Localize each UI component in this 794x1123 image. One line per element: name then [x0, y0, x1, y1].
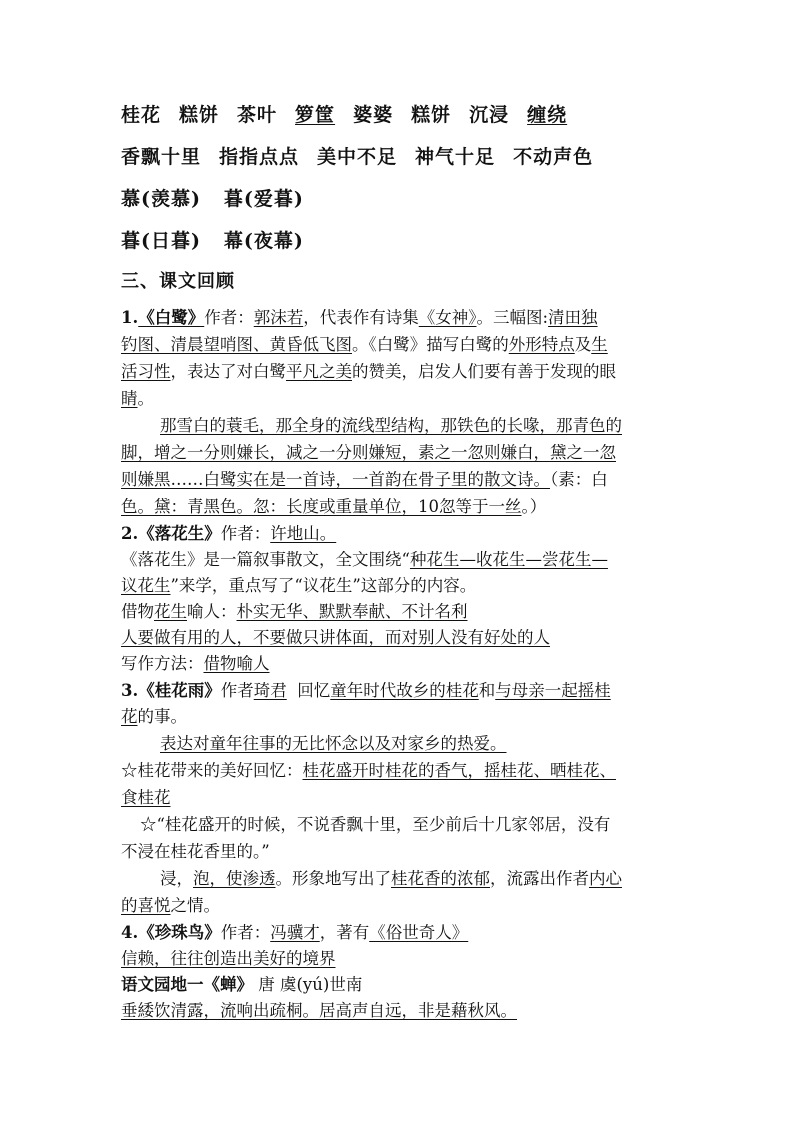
vocab-row-2: [121, 148, 611, 167]
vocab-word: 箩筐: [295, 104, 336, 126]
vocab-word: 糕饼: [179, 104, 220, 126]
bailu-quote-2: 脚，增之一分则嫌长，减之一分则嫌短，素之一忽则嫌白，黛之一忽: [121, 443, 616, 462]
vocab-word: 茶叶: [237, 104, 278, 126]
ghy-line-1: 3.《桂花雨》作者琦君 回忆童年时代故乡的桂花和与母亲一起摇桂: [121, 681, 611, 700]
vocab-word: 沉浸: [469, 104, 510, 126]
lhs-line-3: 议花生”来学，重点写了“议花生”这部分的内容。: [121, 576, 477, 595]
vocab-idiom: 指指点点: [219, 146, 300, 168]
vocab-word: 桂花: [121, 104, 162, 126]
ghy-line-6: ☆“桂花盛开的时候，不说香飘十里，至少前后十几家邻居，没有: [140, 815, 611, 834]
bailu-quote-1: 那雪白的蓑毛，那全身的流线型结构，那铁色的长喙，那青色的: [160, 416, 622, 435]
lhs-line-5: 人要做有用的人，不要做只讲体面，而对别人没有好处的人: [121, 628, 550, 647]
bailu-line-2: 钓图、清晨望哨图、黄昏低飞图。《白鹭》描写白鹭的外形特点及生: [121, 335, 608, 354]
bailu-line-1: 1.《白鹭》作者：郭沫若，代表作有诗集《女神》。三幅图:清田独: [121, 308, 598, 327]
vocab-idiom: 不动声色: [513, 146, 594, 168]
lhs-title: 《落花生》: [138, 524, 221, 543]
bailu-line-3: 活习性，表达了对白鹭平凡之美的赞美，启发人们要有善于发现的眼: [121, 362, 616, 381]
ghy-author: 琦君: [253, 681, 287, 700]
ghy-line-5: 食桂花: [121, 788, 171, 807]
zzn-author: 冯骥才: [270, 923, 320, 942]
lhs-line-1: 2.《落花生》作者：许地山。: [121, 524, 337, 543]
chan-title: 语文园地一《蝉》: [121, 975, 253, 994]
bailu-note: 色。黛：青黑色。忽：长度或重量单位，10忽等于一丝。）: [121, 497, 547, 516]
ghy-line-3: 表达对童年往事的无比怀念以及对家乡的热爱。: [160, 734, 507, 753]
chan-heading: 语文园地一《蝉》 唐 虞(yú)世南: [121, 975, 363, 994]
section-title: 三、课文回顾: [121, 271, 235, 292]
zzn-line-2: 信赖，往往创造出美好的境界: [121, 949, 336, 968]
ghy-line-9: 的喜悦之情。: [121, 896, 220, 915]
bailu-quote-3: 则嫌黑……白鹭实在是一首诗，一首韵在骨子里的散文诗。（素：白: [121, 470, 608, 489]
bailu-author: 郭沫若: [253, 308, 304, 327]
vocab-idiom: 美中不足: [317, 146, 398, 168]
lhs-author: 许地山。: [270, 524, 337, 543]
vocab-idiom: 香飘十里: [121, 146, 202, 168]
ghy-line-7: 不浸在桂花香里的。”: [121, 842, 270, 861]
ghy-line-8: 浸，泡，使渗透。形象地写出了桂花香的浓郁，流露出作者内心: [160, 869, 622, 888]
lhs-line-6: 写作方法：借物喻人: [121, 654, 270, 673]
vocab-word: 婆婆: [353, 104, 394, 126]
vocab-row-1: [121, 106, 585, 125]
lhs-line-4: 借物花生喻人：朴实无华、默默奉献、不计名利: [121, 602, 468, 621]
chan-poet: 虞(yú)世南: [280, 975, 363, 994]
bailu-title: 《白鹭》: [138, 308, 205, 327]
lhs-line-2: 《落花生》是一篇叙事散文，全文围绕“种花生—收花生—尝花生—: [121, 550, 608, 569]
vocab-row-4: 暮(日暮) 幕(夜幕): [121, 230, 304, 252]
zzn-title: 《珍珠鸟》: [138, 923, 221, 942]
ghy-line-4: ☆桂花带来的美好回忆：桂花盛开时桂花的香气，摇桂花、晒桂花、: [121, 761, 616, 780]
vocab-idiom: 神气十足: [415, 146, 496, 168]
chan-poem: 垂緌饮清露，流响出疏桐。居高声自远，非是藉秋风。: [121, 1001, 517, 1020]
vocab-word: 缠绕: [527, 104, 568, 126]
ghy-line-2: 花的事。: [121, 707, 187, 726]
vocab-row-3: 慕(羡慕) 暮(爱暮): [121, 188, 304, 210]
ghy-title: 《桂花雨》: [138, 681, 221, 700]
zzn-line-1: 4.《珍珠鸟》作者：冯骥才，著有《俗世奇人》: [121, 923, 469, 942]
bailu-line-4: 睛。: [121, 389, 154, 408]
vocab-word: 糕饼: [411, 104, 452, 126]
